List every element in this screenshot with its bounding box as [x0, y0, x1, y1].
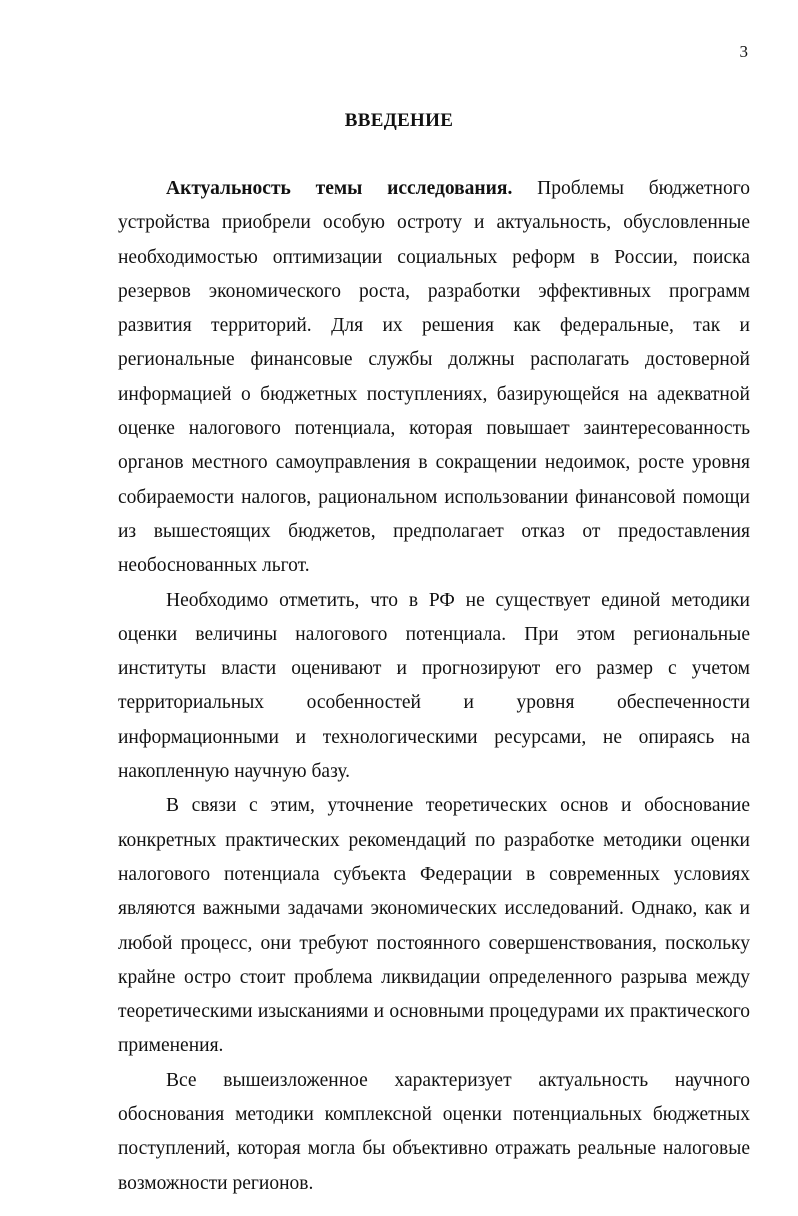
paragraph-conclusion: Все вышеизложенное характеризует актуальность научного обоснования методики комплексной оценки потенциальных бюджетных поступлений, которая могла бы объективно отражать реальные налоговые возможности регионов. [118, 1069, 750, 1194]
paragraph-text: Проблемы бюджетного устройства приобрели особую остроту и актуальность, обусловленные необходимостью оптимизации социальных реформ в России, поиска резервов экономического роста, разработки эффективных программ развития территорий. Для их решения как федеральные, так и региональные финансовые службы должны располагать достоверной информацией о бюджетных поступлениях, базирующейся на адекватной оценке налогового потенциала, которая повышает заинтересованность органов местного самоуправления в сокращении недоимок, росте уровня собираемости налогов, рациональном использовании финансовой помощи из вышестоящих бюджетов, предполагает отказ от предоставления необоснованных льгот. [118, 178, 750, 577]
paragraph-methodology: Необходимо отметить, что в РФ не существует единой методики оценки величины налогового потенциала. При этом региональные институты власти оценивают и прогнозируют его размер с учетом территориальных особенностей и уровня обеспеченности информационными и технологическими ресурсами, не опираясь на накопленную научную базу. [118, 589, 750, 783]
paragraph-tasks: В связи с этим, уточнение теоретических основ и обоснование конкретных практических рекомендаций по разработке методики оценки налогового потенциала субъекта Федерации в современных условиях являются важными задачами экономических исследований. Однако, как и любой процесс, они требуют постоянного совершенствования, поскольку крайне остро стоит проблема ликвидации определенного разрыва между теоретическими изысканиями и основными процедурами их практического применения. [118, 795, 750, 1057]
body-text [118, 172, 750, 1201]
page-number: 3 [739, 42, 748, 61]
paragraph-lead: Актуальность темы исследования. [166, 178, 513, 199]
section-heading: ВВЕДЕНИЕ [344, 110, 454, 131]
paragraph-relevance [118, 172, 750, 584]
